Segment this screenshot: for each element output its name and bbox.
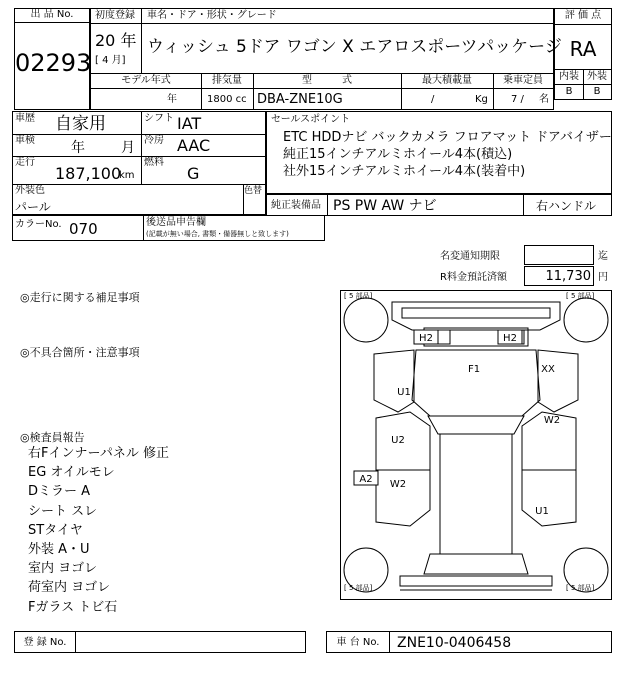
inspection-year: 年 (71, 140, 85, 156)
name-change-unit: 迄 (598, 251, 608, 262)
documents-box (143, 215, 325, 241)
chassis-number-box (326, 631, 612, 653)
vehicle-info-box (90, 8, 562, 74)
sales-point-line: 純正15インチアルミホイール4本(積込) (283, 147, 513, 162)
exterior-color: パール (15, 200, 51, 214)
interior-grade: B (565, 86, 573, 97)
defects-label: ◎不具合箇所・注意事項 (20, 346, 140, 359)
vehicle-name: ウィッシュ 5ドア ワゴン X エアロスポーツパッケージ (147, 37, 562, 57)
capacity: 7 / (511, 94, 524, 105)
corner-label: [ 5 部品] (566, 292, 595, 300)
first-registration-label: 初度登録 (95, 10, 135, 21)
equipment-box (266, 194, 524, 216)
damage-mark: W2 (543, 415, 561, 426)
recycle-fee-field (524, 266, 594, 286)
recycle-fee-unit: 円 (598, 272, 608, 283)
name-change-label: 名変通知期限 (440, 251, 500, 262)
max-load-label: 最大積載量 (422, 75, 472, 86)
recycle-fee-label: R料金預託済額 (440, 272, 507, 283)
color-number: 070 (69, 220, 98, 238)
inspection-label: 車検 (15, 135, 35, 146)
damage-mark: U1 (535, 506, 549, 517)
shift: IAT (177, 114, 202, 133)
ac: AAC (177, 136, 211, 155)
inspector-report-line: シート スレ (28, 503, 98, 519)
mileage: 187,100 (55, 164, 122, 183)
type-label: 型 式 (302, 75, 352, 86)
displacement: 1800 cc (207, 94, 247, 105)
damage-mark: F1 (467, 364, 481, 375)
color-label: 外装色 (15, 185, 45, 196)
first-registration-year: 20 年 (95, 31, 137, 50)
chassis-number-label: 車 台 No. (336, 637, 380, 648)
mileage-label: 走行 (15, 157, 35, 168)
registration-number-box (14, 631, 306, 653)
recycle-fee: 11,730 (545, 269, 591, 284)
history: 自家用 (55, 114, 106, 134)
sales-point-line: 社外15インチアルミホイール4本(装着中) (283, 164, 526, 179)
first-registration-month: [ 4 月] (95, 55, 126, 66)
sales-points-label: セールスポイント (271, 114, 351, 125)
shift-label: シフト (144, 113, 174, 124)
model-year: 年 (167, 94, 177, 105)
max-load: / (431, 94, 435, 105)
color-number-box (12, 215, 144, 241)
ac-label: 冷房 (144, 135, 164, 146)
inspector-report-line: 荷室内 ヨゴレ (28, 580, 111, 596)
corner-label: [ 5 部品] (344, 292, 373, 300)
model-year-label: モデル年式 (121, 75, 171, 86)
inspector-report-line: EG オイルモレ (28, 465, 115, 481)
history-label: 車歴 (15, 113, 35, 124)
inspector-report-line: 外装 A・U (28, 542, 90, 557)
inspection-month: 月 (121, 140, 135, 156)
documents-note: (記載が無い場合, 書類・備器無しと致します) (146, 230, 289, 238)
driving-notes-label: ◎走行に関する補足事項 (20, 291, 140, 304)
damage-mark: H2 (419, 333, 433, 344)
capacity-label: 乗車定員 (503, 75, 543, 86)
inspector-report-label: ◎検査員報告 (20, 431, 85, 444)
overall-score: RA (569, 37, 597, 61)
damage-mark: XX (541, 364, 555, 375)
steering-side: 右ハンドル (536, 199, 597, 213)
max-load-unit: Kg (475, 94, 488, 105)
fuel-label: 燃料 (144, 157, 164, 168)
fuel: G (187, 164, 200, 183)
spec-row (90, 73, 554, 110)
damage-mark: W2 (389, 479, 407, 490)
displacement-label: 排気量 (212, 75, 242, 86)
documents-label: 後送品申告欄 (146, 217, 206, 228)
damage-mark: U2 (391, 435, 405, 446)
car-condition-diagram (340, 290, 612, 600)
exterior-grade-label: 外装 (587, 71, 607, 82)
name-change-field (524, 245, 594, 265)
model-type: DBA-ZNE10G (257, 92, 343, 107)
color-number-label: カラーNo. (15, 219, 62, 230)
registration-number-label: 登 録 No. (23, 637, 67, 648)
lot-number-box (14, 8, 90, 110)
capacity-unit: 名 (539, 94, 549, 105)
corner-label: [ 5 部品] (344, 584, 373, 592)
vehicle-name-label: 車名・ドア・形状・グレード (147, 10, 277, 21)
lot-number: 02293 (15, 49, 92, 77)
damage-mark: H2 (503, 333, 517, 344)
interior-grade-label: 内装 (559, 71, 579, 82)
inspector-report-line: Fガラス トビ石 (28, 599, 118, 615)
sales-point-line: ETC HDDナビ バックカメラ フロアマット ドアバイザー (283, 130, 612, 145)
equipment-value: PS PW AW ナビ (333, 198, 437, 214)
steering-box (523, 194, 612, 216)
score-box (554, 8, 612, 100)
corner-label: [ 5 部品] (566, 584, 595, 592)
lot-number-label: 出 品 No. (15, 9, 89, 23)
equipment-label: 純正装備品 (271, 200, 321, 211)
mileage-unit: km (119, 170, 135, 181)
exterior-grade: B (593, 86, 601, 97)
sales-points-box (266, 111, 612, 194)
color-change-label: 色替 (244, 186, 263, 196)
details-box (12, 111, 266, 215)
chassis-number: ZNE10-0406458 (397, 635, 512, 651)
inspector-report-line: 室内 ヨゴレ (28, 561, 98, 577)
inspector-report-line: 右Fインナーパネル 修正 (28, 446, 169, 461)
damage-mark: U1 (397, 387, 411, 398)
inspector-report-line: STタイヤ (28, 522, 83, 538)
score-label: 評 価 点 (564, 10, 602, 21)
inspector-report-line: Dミラー A (28, 484, 91, 500)
damage-mark: A2 (359, 474, 373, 485)
